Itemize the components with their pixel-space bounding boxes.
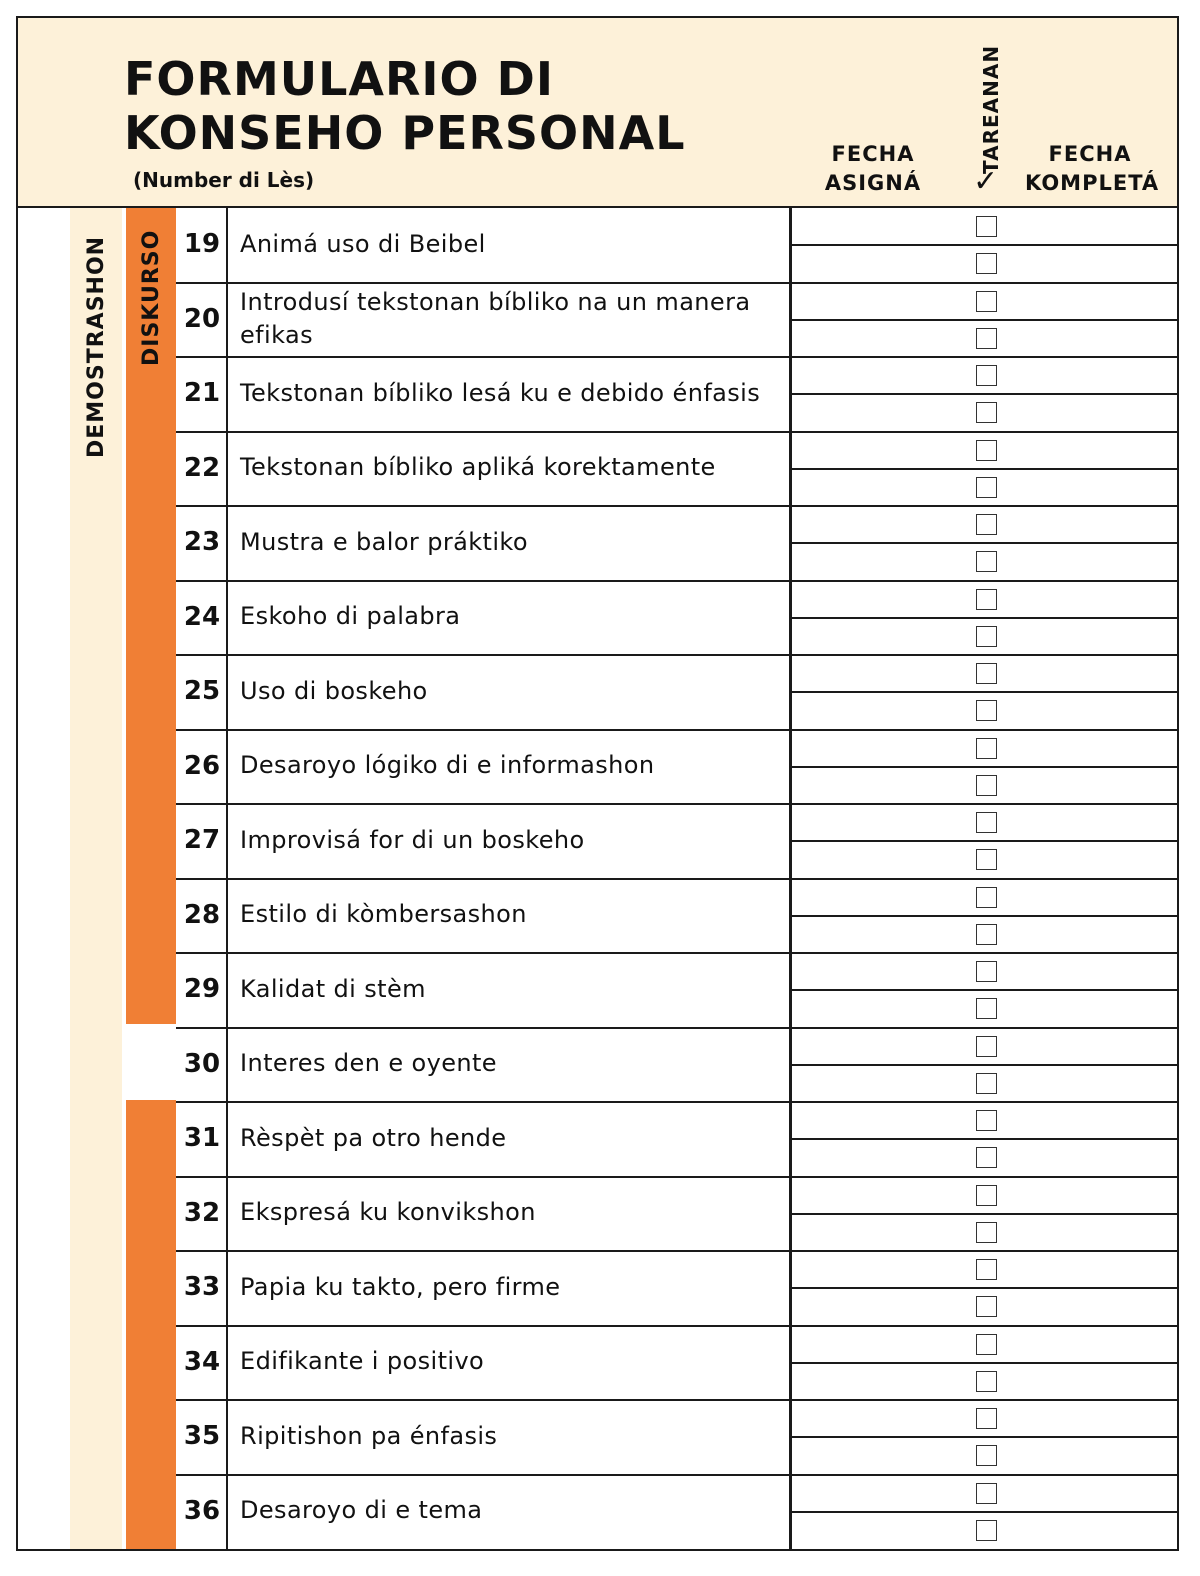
tareanan-checkbox[interactable] bbox=[976, 551, 997, 572]
row-mid-line bbox=[791, 989, 1177, 991]
lesson-title: Ekspresá ku konvikshon bbox=[240, 1198, 536, 1226]
tareanan-checkbox[interactable] bbox=[976, 924, 997, 945]
counsel-form bbox=[16, 16, 1179, 1551]
lesson-title: Eskoho di palabra bbox=[240, 602, 461, 630]
lesson-number: 22 bbox=[183, 452, 221, 483]
lesson-title: Introdusí tekstonan bíbliko na un manera efikas bbox=[240, 287, 751, 349]
table-row bbox=[176, 655, 776, 727]
tareanan-checkbox[interactable] bbox=[976, 998, 997, 1019]
row-mid-line bbox=[791, 1436, 1177, 1438]
lesson-number: 26 bbox=[183, 750, 221, 781]
lesson-title: Improvisá for di un boskeho bbox=[240, 825, 585, 854]
table-row bbox=[176, 804, 776, 876]
tareanan-checkbox[interactable] bbox=[976, 1110, 997, 1131]
table-row bbox=[176, 730, 776, 802]
lesson-number: 28 bbox=[183, 899, 221, 930]
lesson-title: Desaroyo di e tema bbox=[240, 1496, 483, 1524]
lesson-title: Kalidat di stèm bbox=[240, 974, 426, 1003]
tareanan-checkbox[interactable] bbox=[976, 738, 997, 759]
tareanan-checkbox[interactable] bbox=[976, 1296, 997, 1317]
lesson-title: Uso di boskeho bbox=[240, 676, 428, 705]
tareanan-checkbox[interactable] bbox=[976, 626, 997, 647]
diskurso-label: DISKURSO bbox=[139, 229, 164, 366]
row-mid-line bbox=[791, 393, 1177, 395]
table-row bbox=[176, 357, 776, 429]
table-row bbox=[176, 506, 776, 578]
checkmark-icon: ✓ bbox=[973, 164, 999, 199]
lesson-number: 19 bbox=[183, 229, 221, 259]
lesson-title: Papia ku takto, pero firme bbox=[240, 1272, 561, 1301]
tareanan-checkbox[interactable] bbox=[976, 1073, 997, 1094]
table-row bbox=[176, 1400, 776, 1472]
tareanan-checkbox[interactable] bbox=[976, 291, 997, 312]
tareanan-checkbox[interactable] bbox=[976, 328, 997, 349]
row-mid-line bbox=[791, 1287, 1177, 1289]
lesson-number: 30 bbox=[183, 1048, 221, 1079]
column-header-fecha-asigna: FECHA ASIGNÁ bbox=[824, 142, 922, 195]
tareanan-checkbox[interactable] bbox=[976, 402, 997, 423]
tareanan-checkbox[interactable] bbox=[976, 477, 997, 498]
column-header-fecha-kompleta: FECHA KOMPLETÁ bbox=[1025, 142, 1160, 195]
lesson-number: 25 bbox=[183, 676, 221, 706]
table-row bbox=[176, 208, 776, 280]
tareanan-checkbox[interactable] bbox=[976, 700, 997, 721]
lesson-number: 23 bbox=[183, 527, 221, 557]
tareanan-checkbox[interactable] bbox=[976, 775, 997, 796]
tareanan-checkbox[interactable] bbox=[976, 812, 997, 833]
tareanan-checkbox[interactable] bbox=[976, 849, 997, 870]
row-mid-line bbox=[791, 319, 1177, 321]
lesson-title: Animá uso di Beibel bbox=[240, 229, 486, 258]
diskurso-band-bottom bbox=[126, 1100, 176, 1549]
tareanan-checkbox[interactable] bbox=[976, 1036, 997, 1057]
table-row bbox=[176, 1102, 776, 1174]
tareanan-checkbox[interactable] bbox=[976, 1147, 997, 1168]
row-mid-line bbox=[791, 691, 1177, 693]
tareanan-checkbox[interactable] bbox=[976, 589, 997, 610]
lesson-title: Desaroyo lógiko di e informashon bbox=[240, 751, 655, 779]
row-mid-line bbox=[791, 542, 1177, 544]
row-mid-line bbox=[791, 840, 1177, 842]
row-mid-line bbox=[791, 617, 1177, 619]
table-row bbox=[176, 283, 776, 355]
lesson-number: 20 bbox=[183, 303, 221, 334]
row-mid-line bbox=[791, 468, 1177, 470]
lesson-title: Edifikante i positivo bbox=[240, 1347, 485, 1375]
table-row bbox=[176, 1251, 776, 1323]
lesson-number: 24 bbox=[183, 601, 221, 632]
form-header bbox=[18, 18, 1177, 208]
table-row bbox=[176, 581, 776, 653]
tareanan-checkbox[interactable] bbox=[976, 887, 997, 908]
tareanan-checkbox[interactable] bbox=[976, 1520, 997, 1541]
row-mid-line bbox=[791, 1138, 1177, 1140]
form-subtitle: (Number di Lès) bbox=[133, 168, 315, 192]
lesson-number: 32 bbox=[183, 1197, 221, 1228]
row-mid-line bbox=[791, 1511, 1177, 1513]
row-mid-line bbox=[791, 915, 1177, 917]
lesson-title: Mustra e balor práktiko bbox=[240, 527, 528, 556]
demostrashon-label: DEMOSTRASHON bbox=[84, 235, 109, 458]
lesson-number: 27 bbox=[183, 825, 221, 855]
row-mid-line bbox=[791, 1362, 1177, 1364]
lesson-number: 33 bbox=[183, 1272, 221, 1302]
tareanan-checkbox[interactable] bbox=[976, 1408, 997, 1429]
column-header-tareanan: TAREANAN bbox=[979, 44, 1003, 174]
lesson-title: Rèspèt pa otro hende bbox=[240, 1123, 507, 1152]
form-title: FORMULARIO DI KONSEHO PERSONAL bbox=[124, 52, 686, 160]
row-mid-line bbox=[791, 766, 1177, 768]
row-mid-line bbox=[791, 1213, 1177, 1215]
lesson-number: 21 bbox=[183, 378, 221, 408]
tareanan-checkbox[interactable] bbox=[976, 440, 997, 461]
tareanan-checkbox[interactable] bbox=[976, 1445, 997, 1466]
tareanan-checkbox[interactable] bbox=[976, 514, 997, 535]
lesson-title: Ripitishon pa énfasis bbox=[240, 1421, 498, 1450]
table-row bbox=[176, 879, 776, 951]
tareanan-checkbox[interactable] bbox=[976, 365, 997, 386]
lesson-number: 35 bbox=[183, 1421, 221, 1451]
table-row bbox=[176, 1177, 776, 1249]
tareanan-checkbox[interactable] bbox=[976, 1259, 997, 1280]
row-mid-line bbox=[791, 1064, 1177, 1066]
lesson-title: Estilo di kòmbersashon bbox=[240, 900, 527, 928]
lesson-number: 31 bbox=[183, 1123, 221, 1153]
tareanan-checkbox[interactable] bbox=[976, 1222, 997, 1243]
lesson-title: Interes den e oyente bbox=[240, 1049, 497, 1077]
table-row bbox=[176, 1475, 776, 1547]
table-row bbox=[176, 1028, 776, 1100]
tareanan-checkbox[interactable] bbox=[976, 1371, 997, 1392]
lesson-title: Tekstonan bíbliko lesá ku e debido énfasis bbox=[240, 378, 761, 407]
lesson-number: 29 bbox=[183, 974, 221, 1004]
tareanan-checkbox[interactable] bbox=[976, 253, 997, 274]
lesson-title: Tekstonan bíbliko apliká korektamente bbox=[240, 453, 716, 481]
tareanan-checkbox[interactable] bbox=[976, 961, 997, 982]
tareanan-checkbox[interactable] bbox=[976, 216, 997, 237]
tareanan-checkbox[interactable] bbox=[976, 1185, 997, 1206]
row-mid-line bbox=[791, 244, 1177, 246]
lesson-number: 36 bbox=[183, 1495, 221, 1526]
tareanan-checkbox[interactable] bbox=[976, 1334, 997, 1355]
tareanan-checkbox[interactable] bbox=[976, 663, 997, 684]
table-row bbox=[176, 432, 776, 504]
tareanan-checkbox[interactable] bbox=[976, 1483, 997, 1504]
table-row bbox=[176, 953, 776, 1025]
lesson-number: 34 bbox=[183, 1346, 221, 1377]
table-row bbox=[176, 1326, 776, 1398]
